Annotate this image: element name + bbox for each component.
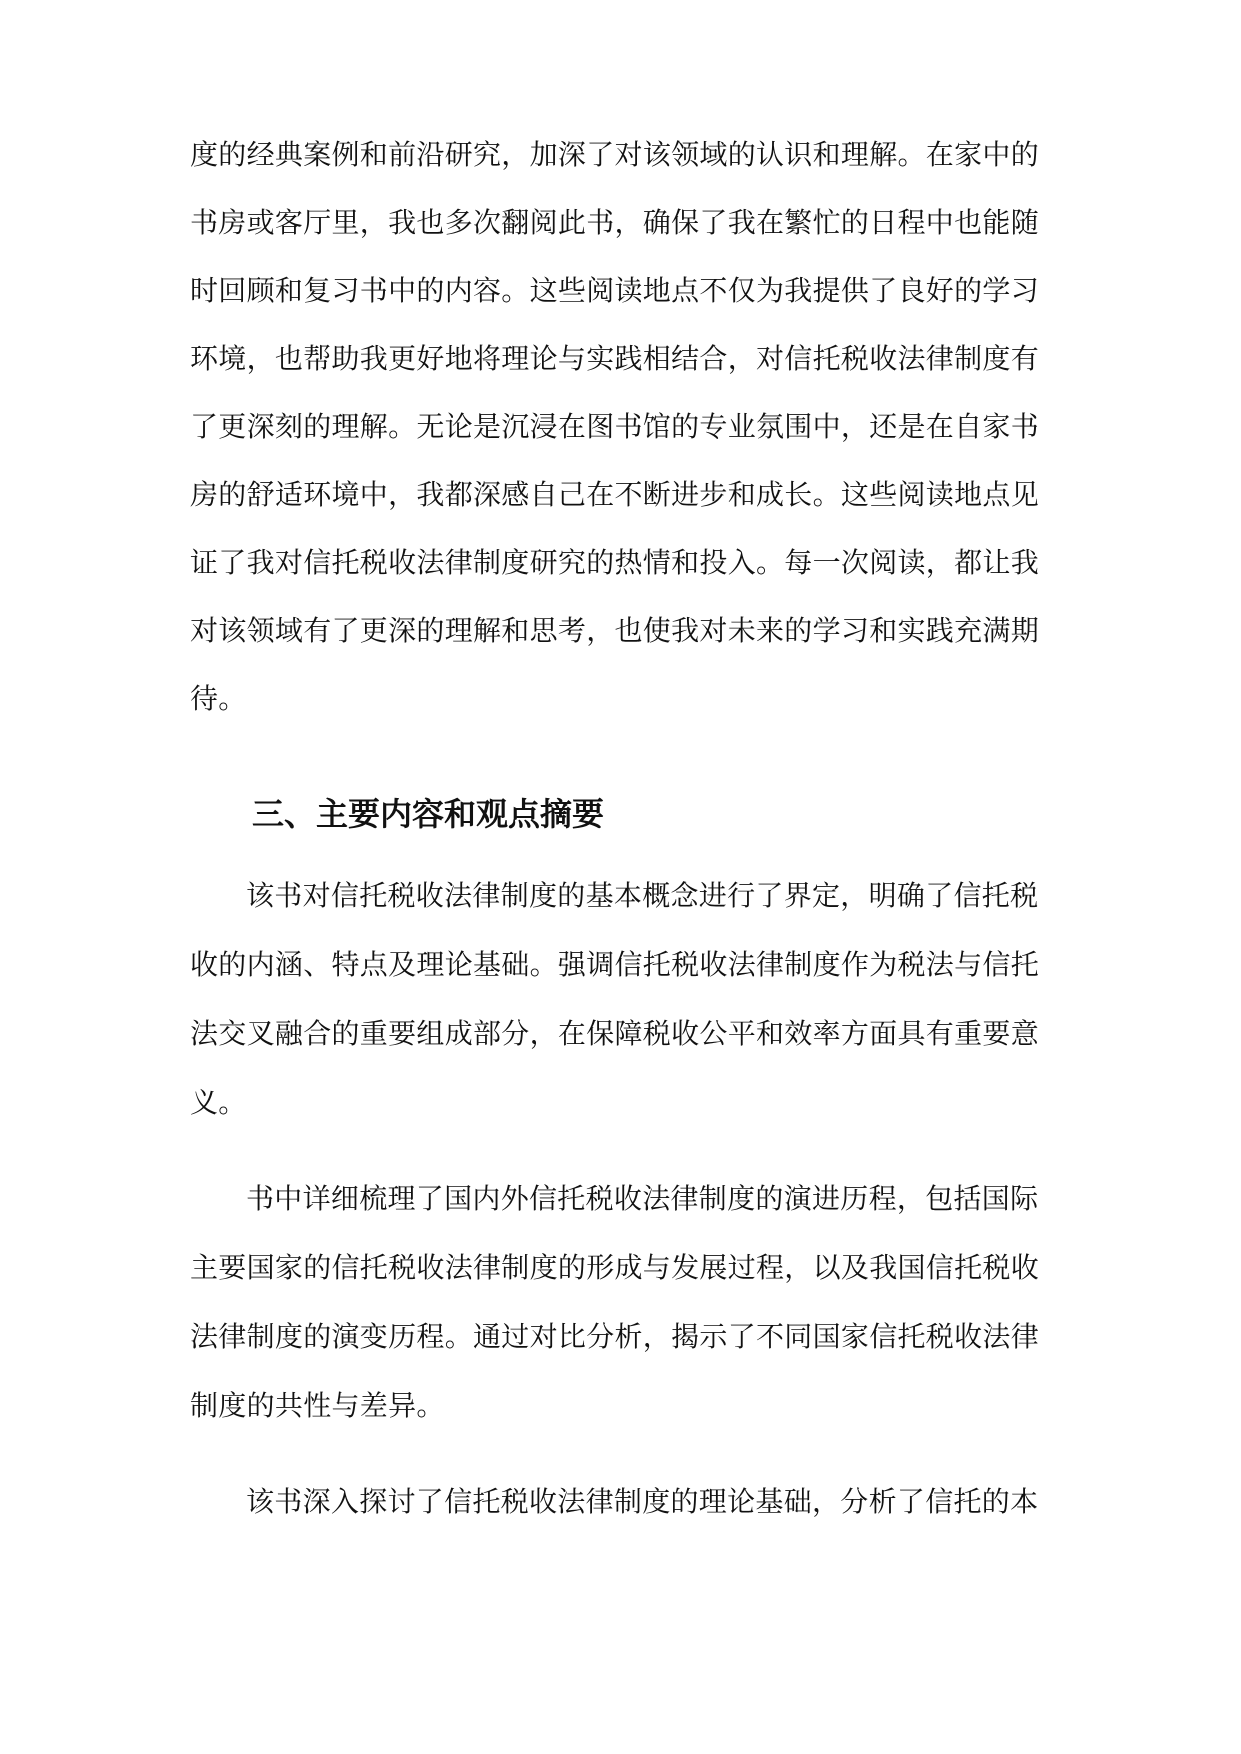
text-line: 待。 [190, 682, 247, 715]
text-line: 房的舒适环境中，我都深感自己在不断进步和成长。这些阅读地点见 [190, 478, 1040, 511]
text-line: 义。 [190, 1086, 247, 1119]
text-line: 书房或客厅里，我也多次翻阅此书，确保了我在繁忙的日程中也能随 [190, 206, 1040, 239]
text-line: 法律制度的演变历程。通过对比分析，揭示了不同国家信托税收法律 [190, 1320, 1040, 1353]
text-line: 对该领域有了更深的理解和思考，也使我对未来的学习和实践充满期 [190, 614, 1040, 647]
text-line: 主要国家的信托税收法律制度的形成与发展过程，以及我国信托税收 [190, 1251, 1040, 1284]
section-heading: 三、主要内容和观点摘要 [252, 795, 605, 833]
text-line: 收的内涵、特点及理论基础。强调信托税收法律制度作为税法与信托 [190, 948, 1040, 981]
text-line: 度的经典案例和前沿研究，加深了对该领域的认识和理解。在家中的 [190, 138, 1040, 171]
text-line: 环境，也帮助我更好地将理论与实践相结合，对信托税收法律制度有 [190, 342, 1040, 375]
text-line: 该书对信托税收法律制度的基本概念进行了界定，明确了信托税 [246, 879, 1039, 912]
text-line: 法交叉融合的重要组成部分，在保障税收公平和效率方面具有重要意 [190, 1017, 1040, 1050]
text-line: 制度的共性与差异。 [190, 1389, 445, 1422]
text-line: 该书深入探讨了信托税收法律制度的理论基础，分析了信托的本 [246, 1485, 1039, 1518]
text-line: 书中详细梳理了国内外信托税收法律制度的演进历程，包括国际 [246, 1182, 1039, 1215]
text-line: 时回顾和复习书中的内容。这些阅读地点不仅为我提供了良好的学习 [190, 274, 1040, 307]
text-line: 了更深刻的理解。无论是沉浸在图书馆的专业氛围中，还是在自家书 [190, 410, 1040, 443]
text-line: 证了我对信托税收法律制度研究的热情和投入。每一次阅读，都让我 [190, 546, 1040, 579]
